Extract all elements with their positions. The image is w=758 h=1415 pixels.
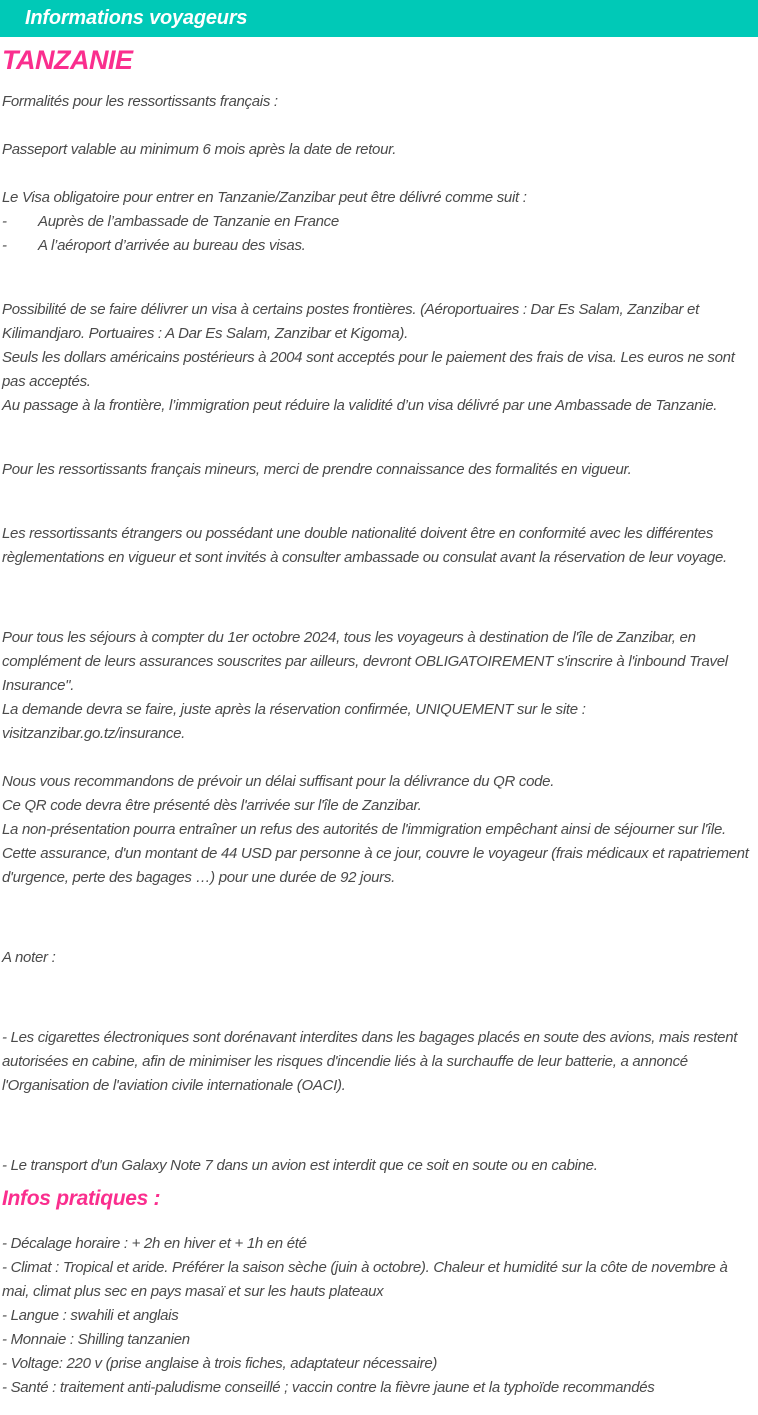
paragraph: Possibilité de se faire délivrer un visa à certains postes frontières. (Aéroportuaires : Dar Es Salam, Zanzibar et Kilimandjaro. Portuaires : A Dar Es Salam, Zanzibar et Kigoma). xyxy=(2,301,699,342)
paragraph: La demande devra se faire, juste après la réservation confirmée, UNIQUEMENT sur le site : xyxy=(2,701,586,718)
paragraph: Pour les ressortissants français mineurs, merci de prendre connaissance des formalités en vigueur. xyxy=(2,461,632,478)
paragraph-spacer xyxy=(2,162,750,186)
paragraph-spacer xyxy=(2,1098,750,1154)
list-item xyxy=(2,234,750,258)
list-item-text: Auprès de l’ambassade de Tanzanie en France xyxy=(38,213,339,230)
paragraph: Nous vous recommandons de prévoir un délai suffisant pour la délivrance du QR code. xyxy=(2,773,555,790)
paragraph: Les ressortissants étrangers ou possédant une double nationalité doivent être en conformité avec les différentes règlementations en vigueur et sont invités à consulter ambassade ou consulat avant la réservation de leur voyage. xyxy=(2,525,727,566)
paragraph: Passeport valable au minimum 6 mois après la date de retour. xyxy=(2,141,397,158)
paragraph-spacer xyxy=(2,418,750,458)
paragraph: - Monnaie : Shilling tanzanien xyxy=(2,1331,190,1348)
document xyxy=(0,45,758,1400)
paragraph-spacer xyxy=(2,258,750,298)
paragraph: A noter : xyxy=(2,949,56,966)
info-banner xyxy=(0,0,758,37)
paragraph: - Décalage horaire : + 2h en hiver et + 1h en été xyxy=(2,1235,307,1252)
paragraph-spacer xyxy=(2,570,750,626)
paragraph: Cette assurance, d'un montant de 44 USD par personne à ce jour, couvre le voyageur (frais médicaux et rapatriement d'urgence, perte des bagages …) pour une durée de 92 jours. xyxy=(2,845,749,886)
section-heading: Infos pratiques : xyxy=(2,1187,161,1210)
paragraph: - Santé : traitement anti-paludisme conseillé ; vaccin contre la fièvre jaune et la typhoïde recommandés xyxy=(2,1379,655,1396)
document-body xyxy=(2,90,750,1400)
paragraph: - Langue : swahili et anglais xyxy=(2,1307,179,1324)
paragraph-spacer xyxy=(2,746,750,770)
paragraph-spacer xyxy=(2,114,750,138)
paragraph: - Climat : Tropical et aride. Préférer la saison sèche (juin à octobre). Chaleur et humidité sur la côte de novembre à mai, climat plus sec en pays masaï et sur les hauts plateaux xyxy=(2,1259,728,1300)
paragraph: Au passage à la frontière, l’immigration peut réduire la validité d’un visa délivré par une Ambassade de Tanzanie. xyxy=(2,397,718,414)
list-marker: - xyxy=(2,237,7,254)
paragraph: La non-présentation pourra entraîner un refus des autorités de l'immigration empêchant ainsi de séjourner sur l'île. xyxy=(2,821,726,838)
list-marker: - xyxy=(2,213,7,230)
list-item-text: A l’aéroport d’arrivée au bureau des visas. xyxy=(38,237,306,254)
paragraph: Ce QR code devra être présenté dès l'arrivée sur l'île de Zanzibar. xyxy=(2,797,422,814)
paragraph: Seuls les dollars américains postérieurs à 2004 sont acceptés pour le paiement des frais de visa. Les euros ne sont pas acceptés. xyxy=(2,349,735,390)
country-heading: TANZANIE xyxy=(2,45,133,75)
paragraph: Formalités pour les ressortissants français : xyxy=(2,93,278,110)
paragraph: - Les cigarettes électroniques sont dorénavant interdites dans les bagages placés en soute des avions, mais restent autorisées en cabine, afin de minimiser les risques d'incendie liés à la surchauffe de leur batterie, a annoncé l'Organisation de l'aviation civile internationale (OACI). xyxy=(2,1029,738,1094)
paragraph: visitzanzibar.go.tz/insurance. xyxy=(2,725,186,742)
paragraph: Le Visa obligatoire pour entrer en Tanzanie/Zanzibar peut être délivré comme suit : xyxy=(2,189,527,206)
paragraph: - Le transport d'un Galaxy Note 7 dans un avion est interdit que ce soit en soute ou en cabine. xyxy=(2,1157,598,1174)
paragraph: Pour tous les séjours à compter du 1er octobre 2024, tous les voyageurs à destination de l'île de Zanzibar, en complément de leurs assurances souscrites par ailleurs, devront OBLIGATOIREMENT s'inscrire à l'inbound Travel Insurance". xyxy=(2,629,728,694)
paragraph-spacer xyxy=(2,890,750,946)
list-item xyxy=(2,210,750,234)
paragraph-spacer xyxy=(2,970,750,1026)
banner-title: Informations voyageurs xyxy=(25,7,248,29)
paragraph: - Voltage: 220 v (prise anglaise à trois fiches, adaptateur nécessaire) xyxy=(2,1355,438,1372)
paragraph-spacer xyxy=(2,482,750,522)
